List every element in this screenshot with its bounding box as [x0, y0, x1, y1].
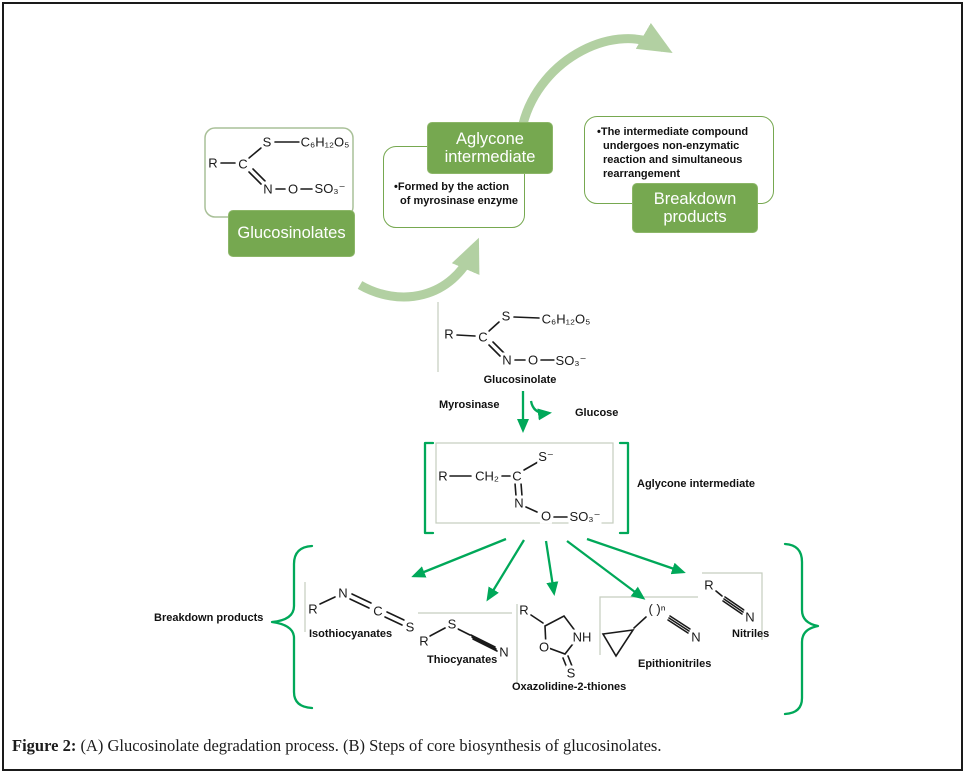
- glucosinolate-label: Glucosinolate: [483, 374, 557, 386]
- atom-C: C: [478, 329, 488, 345]
- thiocyanates-label: Thiocyanates: [427, 654, 498, 666]
- atom-sulfate: SO₃⁻: [555, 353, 587, 368]
- atom-glucose-moiety: C₆H₁₂O₅: [300, 134, 350, 150]
- breakdown-bullet-text: •The intermediate compound undergoes non-enzymatic reaction and simultaneous rearrangement: [597, 126, 749, 181]
- epithionitriles-bonds: [603, 616, 690, 656]
- glucose-branch-arrow: [531, 401, 549, 413]
- figure-caption: [12, 736, 812, 756]
- atom-S: S: [405, 619, 415, 635]
- atom-chain-n: ( )ⁿ: [648, 601, 666, 617]
- atom-R: R: [519, 602, 529, 618]
- atom-sulfate: SO₃⁻: [314, 181, 346, 196]
- atom-glucose-moiety: C₆H₁₂O₅: [541, 311, 591, 327]
- bullet-icon: •: [597, 126, 601, 138]
- atom-O: O: [527, 352, 539, 368]
- cycle-arc-bottom: [360, 247, 475, 297]
- atom-N: N: [514, 495, 524, 511]
- glucosinolates-box: Glucosinolates: [228, 210, 355, 257]
- aglycone-box: Aglycone intermediate: [427, 122, 553, 174]
- cycle-arc-top: [523, 39, 664, 124]
- oxazolidine-label: Oxazolidine-2-thiones: [512, 681, 627, 693]
- isothiocyanates-label: Isothiocyanates: [309, 628, 393, 640]
- atom-R: R: [208, 155, 218, 171]
- atom-N: N: [745, 609, 755, 625]
- atom-R: R: [419, 633, 429, 649]
- aglycone-intermediate-label: Aglycone intermediate: [637, 478, 755, 490]
- atom-O: O: [540, 508, 552, 524]
- atom-sulfate: SO₃⁻: [569, 509, 601, 524]
- nitriles-label: Nitriles: [732, 628, 770, 640]
- aglycone-bullet-text: •Formed by the action of myrosinase enzyme: [394, 181, 518, 208]
- atom-O: O: [538, 639, 550, 655]
- thiocyanates-bonds: [430, 628, 497, 651]
- atom-ch2: CH₂: [475, 468, 499, 484]
- atom-R: R: [704, 577, 714, 593]
- caption-text: (A) Glucosinolate degradation process. (B) Steps of core biosynthesis of glucosinolates.: [76, 736, 662, 755]
- atom-N: N: [263, 181, 273, 197]
- caption-prefix: Figure 2:: [12, 736, 77, 755]
- nitriles-bonds: [716, 591, 744, 614]
- myrosinase-label: Myrosinase: [439, 399, 500, 411]
- atom-N: N: [502, 352, 512, 368]
- glucose-label: Glucose: [575, 407, 619, 419]
- atom-R: R: [444, 326, 454, 342]
- atom-S: S: [501, 308, 511, 324]
- atom-O: O: [287, 181, 299, 197]
- atom-N: N: [338, 585, 348, 601]
- atom-N: N: [499, 644, 509, 660]
- atom-S: S: [262, 134, 272, 150]
- bullet-icon: •: [394, 181, 398, 193]
- breakdown-products-label: Breakdown products: [154, 612, 264, 624]
- atom-C: C: [373, 603, 383, 619]
- atom-N: N: [691, 629, 701, 645]
- atom-NH: NH: [572, 629, 592, 645]
- atom-R: R: [438, 468, 448, 484]
- isothiocyanates-bonds: [320, 594, 404, 625]
- atom-C: C: [512, 468, 522, 484]
- atom-R: R: [308, 601, 318, 617]
- atom-S: S: [566, 665, 576, 681]
- breakdown-box: Breakdown products: [632, 183, 758, 233]
- atom-C: C: [238, 156, 248, 172]
- atom-s-minus: S⁻: [538, 449, 554, 464]
- epithionitriles-label: Epithionitriles: [638, 658, 712, 670]
- atom-S: S: [447, 616, 457, 632]
- fan-arrows: [414, 539, 683, 599]
